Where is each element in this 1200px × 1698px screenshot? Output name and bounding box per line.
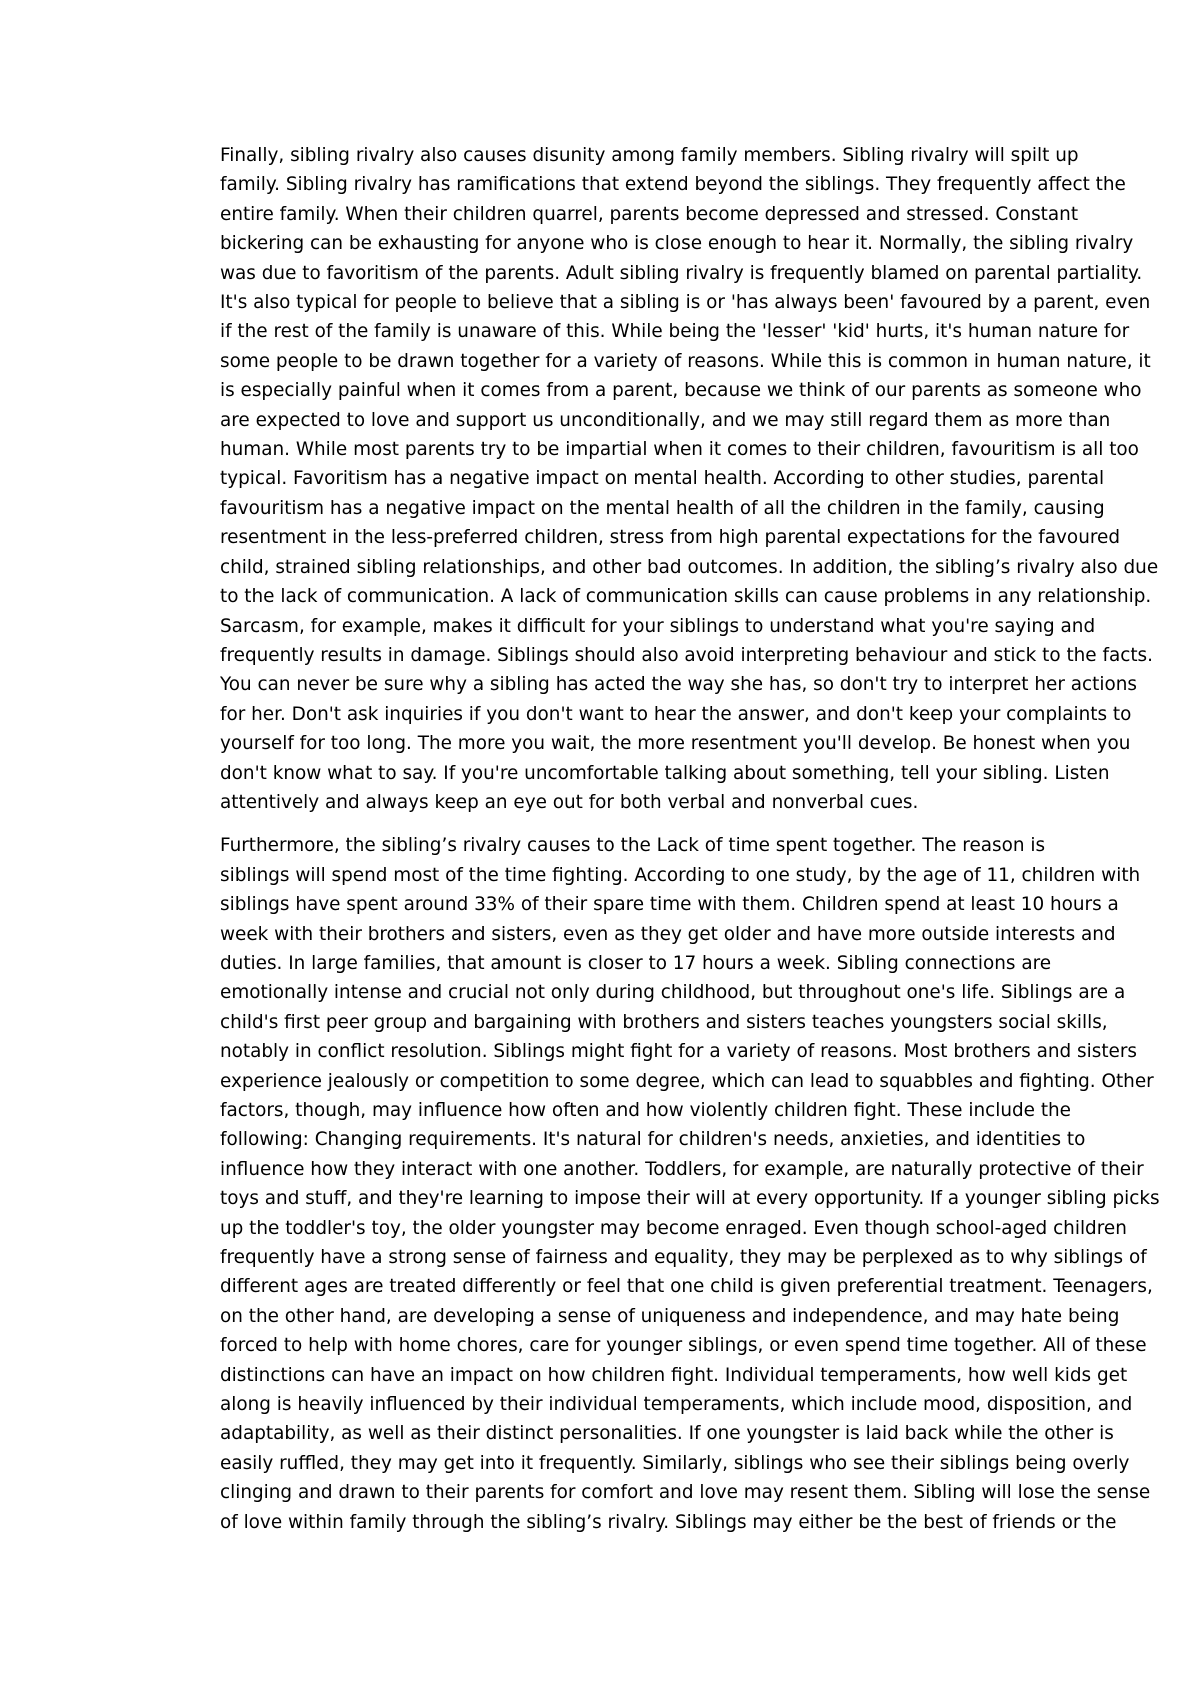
text-line: distinctions can have an impact on how children fight. Individual temperaments, how well kids get [220, 1364, 1128, 1386]
text-line: forced to help with home chores, care for younger siblings, or even spend time together. All of these [220, 1335, 1147, 1357]
text-line: are expected to love and support us unconditionally, and we may still regard them as more than [220, 409, 1111, 431]
text-line: up the toddler's toy, the older youngster may become enraged. Even though school-aged children [220, 1217, 1127, 1239]
text-line: was due to favoritism of the parents. Adult sibling rivalry is frequently blamed on parental partiality. [220, 262, 1143, 284]
text-line: human. While most parents try to be impartial when it comes to their children, favouritism is all too [220, 439, 1139, 461]
text-line: You can never be sure why a sibling has acted the way she has, so don't try to interpret her actions [220, 674, 1137, 696]
text-line: clinging and drawn to their parents for comfort and love may resent them. Sibling will lose the sense [220, 1482, 1151, 1504]
text-line: along is heavily influenced by their individual temperaments, which include mood, disposition, and [220, 1394, 1133, 1416]
text-line: attentively and always keep an eye out for both verbal and nonverbal cues. [220, 791, 919, 813]
text-line: frequently results in damage. Siblings should also avoid interpreting behaviour and stick to the facts. [220, 644, 1153, 666]
text-line: bickering can be exhausting for anyone who is close enough to hear it. Normally, the sibling rivalry [220, 233, 1134, 255]
text-line: if the rest of the family is unaware of this. While being the 'lesser' 'kid' hurts, it's human nature for [220, 321, 1130, 343]
text-line: yourself for too long. The more you wait, the more resentment you'll develop. Be honest when you [220, 733, 1131, 755]
text-line: week with their brothers and sisters, even as they get older and have more outside interests and [220, 923, 1116, 945]
text-line: It's also typical for people to believe that a sibling is or 'has always been' favoured by a parent, even [220, 292, 1151, 314]
text-line: for her. Don't ask inquiries if you don't want to hear the answer, and don't keep your complaints to [220, 703, 1132, 725]
text-line: emotionally intense and crucial not only during childhood, but throughout one's life. Siblings are a [220, 982, 1126, 1004]
text-line: notably in conflict resolution. Siblings might fight for a variety of reasons. Most brothers and sisters [220, 1041, 1137, 1063]
paragraph-disunity [144, 141, 1159, 817]
text-line: to the lack of communication. A lack of communication skills can cause problems in any relationship. [220, 586, 1152, 608]
text-line: siblings have spent around 33% of their spare time with them. Children spend at least 10 hours a [220, 894, 1119, 916]
text-line: Furthermore, the sibling’s rivalry causes to the Lack of time spent together. The reason is [220, 835, 1046, 857]
text-line: following: Changing requirements. It's natural for children's needs, anxieties, and identities to [220, 1129, 1086, 1151]
text-line: on the other hand, are developing a sense of uniqueness and independence, and may hate being [220, 1305, 1120, 1327]
text-line: factors, though, may influence how often and how violently children fight. These include the [220, 1100, 1071, 1121]
text-line: Sarcasm, for example, makes it difficult for your siblings to understand what you're saying and [220, 615, 1096, 637]
text-line: don't know what to say. If you're uncomfortable talking about something, tell your sibling. Listen [220, 762, 1110, 784]
text-line: child, strained sibling relationships, and other bad outcomes. In addition, the sibling’s rivalry also due [220, 556, 1159, 578]
text-line: duties. In large families, that amount is closer to 17 hours a week. Sibling connections are [220, 952, 1052, 974]
text-line: child's first peer group and bargaining with brothers and sisters teaches youngsters social skills, [220, 1011, 1108, 1033]
text-line: resentment in the less-preferred children, stress from high parental expectations for the favoured [220, 527, 1120, 549]
text-line: is especially painful when it comes from a parent, because we think of our parents as someone who [220, 380, 1142, 402]
text-line: some people to be drawn together for a variety of reasons. While this is common in human nature, it [220, 350, 1151, 372]
text-line: favouritism has a negative impact on the mental health of all the children in the family, causing [220, 497, 1105, 519]
text-line: siblings will spend most of the time fighting. According to one study, by the age of 11, children with [220, 864, 1141, 886]
text-line: family. Sibling rivalry has ramifications that extend beyond the siblings. They frequently affect the [220, 174, 1126, 196]
text-line: of love within family through the sibling’s rivalry. Siblings may either be the best of friends or the [220, 1511, 1117, 1533]
text-line: experience jealously or competition to some degree, which can lead to squabbles and fighting. Other [220, 1070, 1154, 1092]
text-line: frequently have a strong sense of fairness and equality, they may be perplexed as to why siblings of [220, 1247, 1147, 1269]
paragraph-time-together [144, 831, 1160, 1537]
text-line: different ages are treated differently or feel that one child is given preferential treatment. Teenagers, [220, 1276, 1153, 1298]
text-line: easily ruffled, they may get into it frequently. Similarly, siblings who see their siblings being overly [220, 1452, 1130, 1474]
text-line: typical. Favoritism has a negative impact on mental health. According to other studies, parental [220, 468, 1105, 490]
text-line: adaptability, as well as their distinct personalities. If one youngster is laid back while the other is [220, 1423, 1114, 1445]
text-line: toys and stuff, and they're learning to impose their will at every opportunity. If a younger sibling picks [220, 1188, 1160, 1210]
text-line: entire family. When their children quarrel, parents become depressed and stressed. Constant [220, 203, 1079, 225]
document-body [144, 141, 1160, 1551]
text-line: influence how they interact with one another. Toddlers, for example, are naturally protective of their [220, 1158, 1144, 1180]
text-line: Finally, sibling rivalry also causes disunity among family members. Sibling rivalry will spilt up [220, 145, 1079, 166]
